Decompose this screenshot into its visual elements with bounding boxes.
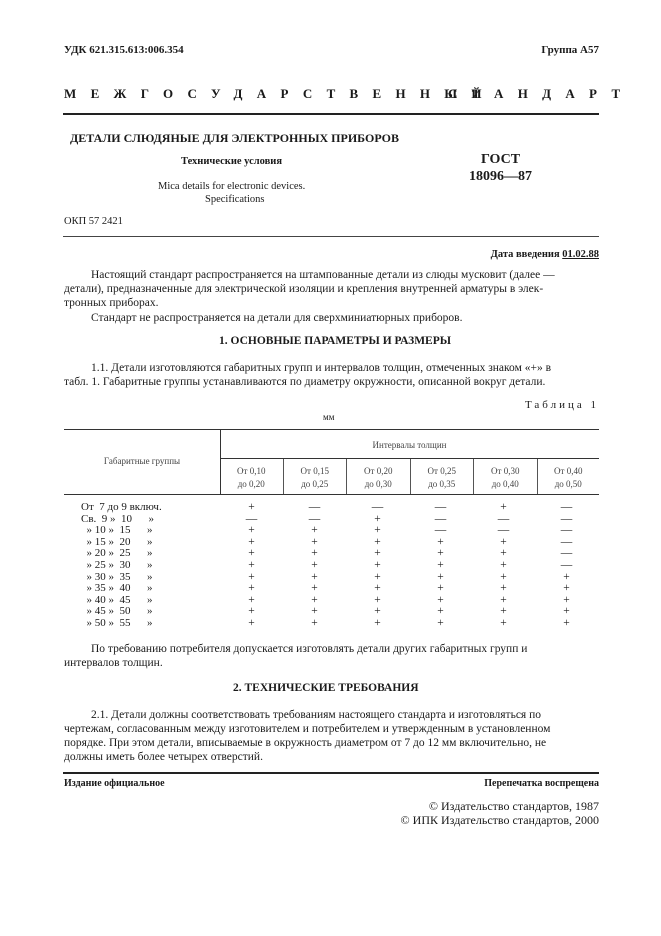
table-row-group: » 45 » 50 » (81, 605, 153, 618)
table-cell-mark: + (248, 616, 255, 629)
table-cell-mark: + (311, 605, 318, 618)
table-row (64, 618, 599, 630)
table-cell-mark: — (371, 501, 384, 513)
table-cell-mark: + (248, 582, 255, 595)
table-cell-mark: — (497, 524, 510, 537)
table-cell-mark: + (437, 593, 444, 606)
table-cell-mark: + (563, 582, 570, 595)
section2-line-3: порядке. При этом детали, вписываемые в окружность диаметром от 7 до 12 мм включительно, не (64, 737, 547, 749)
official-edition: Издание официальное (64, 778, 165, 789)
intro-line-1: Настоящий стандарт распространяется на штампованные детали из слюды мусковит (далее — (91, 269, 555, 281)
table-cell-mark: + (311, 582, 318, 595)
table-cell-mark: + (500, 558, 507, 571)
table-cell-mark: + (374, 582, 381, 595)
table-cell-mark: + (374, 524, 381, 537)
table-cell-mark: + (311, 570, 318, 583)
table-row-group: » 25 » 30 » (81, 558, 153, 571)
footer-rule (63, 772, 599, 774)
table-cell-mark: — (497, 512, 510, 525)
table1-col-3-header: От 0,20 до 0,30 (347, 459, 411, 494)
group-code: Группа А57 (541, 44, 599, 56)
section2-line-1: 2.1. Детали должны соответствовать требованиям настоящего стандарта и изготовляться по (91, 709, 541, 721)
after-table-line-1: По требованию потребителя допускается изготовлять детали других габаритных групп и (91, 643, 528, 655)
table-cell-mark: + (248, 501, 255, 513)
table-row-group: » 15 » 20 » (81, 535, 153, 548)
document-subtitle: Технические условия (181, 156, 283, 167)
intro-line-3: тронных приборах. (64, 297, 159, 309)
intro-date-label: Дата введения (490, 249, 560, 260)
table-cell-mark: + (374, 547, 381, 560)
table-cell-mark: + (500, 605, 507, 618)
intro-para-2: Стандарт не распространяется на детали для сверхминиатюрных приборов. (91, 312, 463, 324)
table-cell-mark: — (560, 535, 573, 548)
table-cell-mark: + (563, 570, 570, 583)
document-title: ДЕТАЛИ СЛЮДЯНЫЕ ДЛЯ ЭЛЕКТРОННЫХ ПРИБОРОВ (70, 131, 399, 145)
table-cell-mark: + (563, 593, 570, 606)
section2-line-4: должны иметь более четырех отверстий. (64, 751, 263, 763)
table-cell-mark: + (437, 558, 444, 571)
table-cell-mark: + (563, 616, 570, 629)
table-cell-mark: + (437, 570, 444, 583)
table-cell-mark: + (437, 547, 444, 560)
title-rule (63, 236, 599, 237)
table-row-group: » 10 » 15 » (81, 524, 153, 537)
copyright-1987: © Издательство стандартов, 1987 (428, 799, 599, 813)
table-cell-mark: + (374, 535, 381, 548)
table-cell-mark: — (560, 524, 573, 537)
table-cell-mark: + (437, 605, 444, 618)
table-cell-mark: — (560, 512, 573, 525)
table1-header-bottom-rule (64, 494, 599, 495)
table-row (64, 502, 599, 514)
table-cell-mark: + (563, 605, 570, 618)
table-cell-mark: + (437, 616, 444, 629)
table-cell-mark: + (437, 582, 444, 595)
table-cell-mark: + (374, 593, 381, 606)
table-cell-mark: + (248, 524, 255, 537)
banner-standard: СТАНДАРТ (448, 86, 635, 101)
table-cell-mark: + (500, 547, 507, 560)
table-row-group: » 30 » 35 » (81, 570, 153, 583)
after-table-line-2: интервалов толщин. (64, 657, 163, 669)
table-cell-mark: — (560, 558, 573, 571)
gost-number: 18096—87 (469, 169, 532, 184)
section1-heading: 1. ОСНОВНЫЕ ПАРАМЕТРЫ И РАЗМЕРЫ (219, 335, 452, 347)
table1-col-6-header: От 0,40 до 0,50 (554, 466, 583, 489)
table1-col-4-header: От 0,25 до 0,35 (411, 459, 475, 494)
table1-col-2-header: От 0,15 до 0,25 (284, 459, 348, 494)
table-cell-mark: + (248, 593, 255, 606)
english-title: Mica details for electronic devices. (158, 181, 306, 192)
table-row (64, 583, 599, 595)
table1-col-5-header: От 0,30 до 0,40 (474, 459, 538, 494)
intro-date (491, 249, 599, 260)
table1-col-1-header: От 0,10 до 0,20 (220, 459, 284, 494)
reprint-prohibited: Перепечатка воспрещена (484, 778, 599, 789)
banner-rule (63, 113, 599, 115)
table-cell-mark: + (500, 616, 507, 629)
table-cell-mark: + (374, 605, 381, 618)
banner-interstate: МЕЖГОСУДАРСТВЕННЫЙ (64, 86, 496, 101)
table-row-group: » 20 » 25 » (81, 547, 153, 560)
table1-intervals-header: Интервалы толщин (372, 440, 447, 450)
table-cell-mark: — (434, 524, 447, 537)
table-cell-mark: + (437, 535, 444, 548)
table-cell-mark: — (560, 547, 573, 560)
gost-label: ГОСТ (481, 152, 521, 167)
table-row-group: От 7 до 9 включ. (81, 501, 162, 513)
table-cell-mark: + (248, 547, 255, 560)
table-cell-mark: + (311, 535, 318, 548)
section1-line-1: 1.1. Детали изготовляются габаритных групп и интервалов толщин, отмеченных знаком «+» в (91, 362, 552, 374)
table-cell-mark: + (248, 558, 255, 571)
table-cell-mark: + (311, 593, 318, 606)
table-cell-mark: — (434, 501, 447, 513)
table-cell-mark: + (374, 512, 381, 525)
table-cell-mark: — (308, 512, 321, 525)
table-cell-mark: + (374, 570, 381, 583)
section2-line-2: чертежам, согласованным между изготовителем и потребителем и утвержденным в установленном (64, 723, 551, 735)
intro-line-2: детали), предназначенные для электрической изоляции и крепления внутренней арматуры в элек- (64, 283, 544, 295)
table-cell-mark: + (500, 501, 507, 513)
section1-line-2: табл. 1. Габаритные группы устанавливаются по диаметру окружности, описанной вокруг детали. (64, 376, 546, 388)
table-row (64, 560, 599, 572)
english-subtitle: Specifications (205, 194, 265, 205)
table-cell-mark: + (500, 593, 507, 606)
table-cell-mark: + (374, 616, 381, 629)
table1-unit: мм (323, 412, 335, 422)
table1-body (64, 502, 599, 630)
intro-date-value: 01.02.88 (562, 249, 599, 260)
table-row-group: » 50 » 55 » (81, 616, 153, 629)
table-row-group: Св. 9 » 10 » (81, 512, 155, 525)
table-cell-mark: + (500, 535, 507, 548)
table-cell-mark: + (311, 524, 318, 537)
table-cell-mark: + (500, 582, 507, 595)
table-row-group: » 35 » 40 » (81, 582, 153, 595)
table-cell-mark: — (245, 512, 258, 525)
table1-top-rule (64, 429, 599, 430)
table-cell-mark: + (374, 558, 381, 571)
table-cell-mark: + (311, 558, 318, 571)
table-cell-mark: — (308, 501, 321, 513)
table-cell-mark: — (434, 512, 447, 525)
table-row-group: » 40 » 45 » (81, 593, 153, 606)
table-cell-mark: + (311, 616, 318, 629)
table1-group-header: Габаритные группы (103, 456, 181, 466)
copyright-2000: © ИПК Издательство стандартов, 2000 (400, 813, 599, 827)
table1-caption: Таблица 1 (524, 399, 599, 411)
table-cell-mark: + (311, 547, 318, 560)
table-cell-mark: + (248, 570, 255, 583)
table-cell-mark: + (248, 535, 255, 548)
section2-heading: 2. ТЕХНИЧЕСКИЕ ТРЕБОВАНИЯ (233, 682, 419, 694)
table-cell-mark: + (248, 605, 255, 618)
table1-column-headers (220, 459, 599, 494)
table-cell-mark: — (560, 501, 573, 513)
okp-code: ОКП 57 2421 (64, 216, 123, 227)
table-cell-mark: + (500, 570, 507, 583)
udk-code: УДК 621.315.613:006.354 (64, 44, 184, 56)
